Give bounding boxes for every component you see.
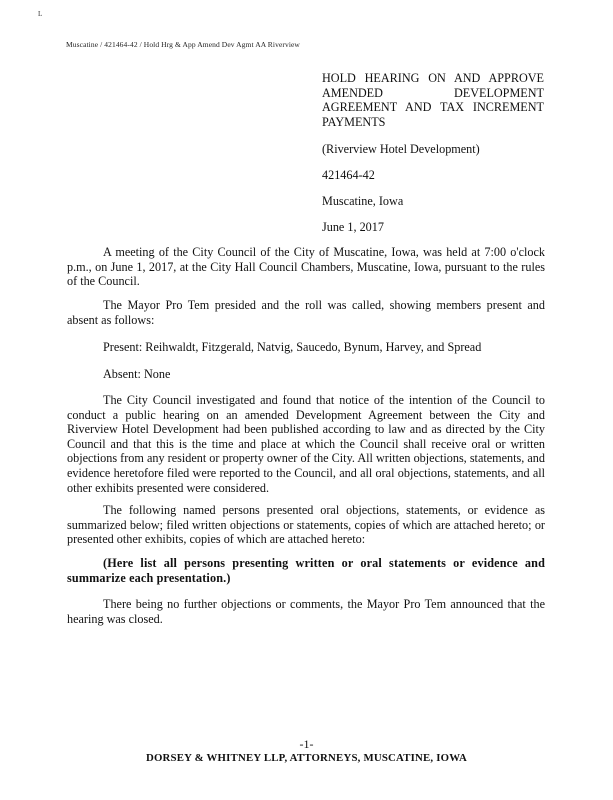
roll-call-paragraph bbox=[67, 298, 545, 327]
persons-paragraph bbox=[67, 503, 545, 547]
document-subtitle: (Riverview Hotel Development) bbox=[322, 142, 480, 156]
present-text: Present: Reihwaldt, Fitzgerald, Natvig, Saucedo, Bynum, Harvey, and Spread bbox=[103, 340, 482, 354]
file-number: 421464-42 bbox=[322, 168, 375, 182]
absent-line bbox=[67, 367, 545, 382]
header-reference: Muscatine / 421464-42 / Hold Hrg & App Amend Dev Agmt AA Riverview bbox=[66, 40, 300, 49]
roll-call-text: The Mayor Pro Tem presided and the roll was called, showing members present and absent as follows: bbox=[67, 298, 545, 327]
closing-text: There being no further objections or comments, the Mayor Pro Tem announced that the hearing was closed. bbox=[67, 597, 545, 626]
instruction-text: (Here list all persons presenting written or oral statements or evidence and summarize each presentation.) bbox=[67, 556, 545, 585]
location: Muscatine, Iowa bbox=[322, 194, 404, 208]
notice-text: The City Council investigated and found that notice of the intention of the Council to conduct a public hearing on an amended Development Agreement between the City and Riverview Hotel Development had been published according to law and as directed by the City Council and that this is the time and place at which the Council shall receive oral or written objections from any resident or property owner of the City. All written objections, statements, and evidence heretofore filed were reported to the Council, and all oral objections, statements, and all other exhibits presented were considered. bbox=[67, 393, 545, 495]
corner-mark: L bbox=[38, 10, 43, 18]
footer-firm: DORSEY & WHITNEY LLP, ATTORNEYS, MUSCATINE, IOWA bbox=[145, 752, 468, 764]
present-line bbox=[67, 340, 545, 355]
title-block bbox=[322, 71, 544, 129]
absent-text: Absent: None bbox=[103, 367, 171, 381]
notice-paragraph bbox=[67, 393, 545, 495]
instruction-paragraph bbox=[67, 556, 545, 585]
closing-paragraph bbox=[67, 597, 545, 626]
meeting-paragraph bbox=[67, 245, 545, 289]
page-number: -1- bbox=[299, 737, 314, 751]
meeting-text: A meeting of the City Council of the City of Muscatine, Iowa, was held at 7:00 o'clock p.m., on June 1, 2017, at the City Hall Council Chambers, Muscatine, Iowa, pursuant to the rules of the Council. bbox=[67, 245, 545, 289]
document-date: June 1, 2017 bbox=[322, 220, 384, 234]
document-title: HOLD HEARING ON AND APPROVE AMENDED DEVELOPMENT AGREEMENT AND TAX INCREMENT PAYMENTS bbox=[322, 71, 544, 129]
persons-text: The following named persons presented oral objections, statements, or evidence as summarized below; filed written objections or statements, copies of which are attached hereto; or presented other exhibits, copies of which are attached hereto: bbox=[67, 503, 545, 547]
